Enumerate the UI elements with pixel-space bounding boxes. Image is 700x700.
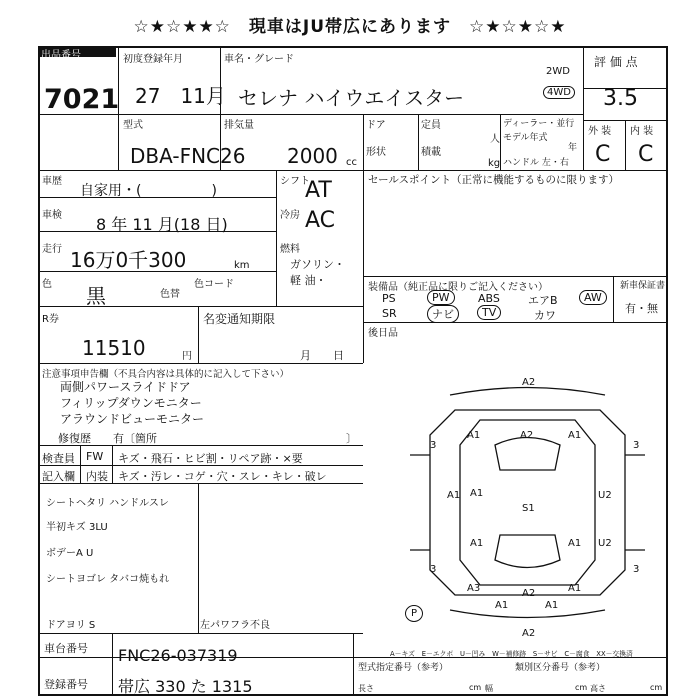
equip-ps: PS [382, 292, 396, 305]
category-label: 類別区分番号（参考） [515, 663, 606, 673]
mark-a2-trunk: A2 [522, 588, 536, 599]
fw-label: FW [86, 450, 104, 463]
ext-label: 外 装 [588, 126, 612, 137]
equipment-label: 装備品（純正品に限りご記入ください） [368, 282, 548, 293]
inspector-label: 検査員 [42, 452, 75, 465]
width-label: 幅 [485, 684, 493, 693]
warranty-value: 有・無 [625, 302, 658, 315]
lot-label: 出品番号 [41, 50, 81, 61]
mark-a1-4: A1 [470, 488, 484, 499]
name-change-unit: 月 日 [300, 349, 344, 362]
recycle-value: 11510 [82, 336, 146, 360]
disp-unit: cc [346, 157, 357, 168]
interior-legend: キズ・汚レ・コゲ・穴・スレ・キレ・破レ [118, 470, 327, 483]
mark-a1-6: A1 [568, 538, 582, 549]
mark-a1-9: A1 [545, 600, 559, 611]
rear-seat-label: 後日品 [368, 328, 398, 339]
banner: ☆★☆★★☆ 現車はJU帯広にあります ☆★☆★☆★ [133, 17, 567, 37]
remark-2: 半初キズ 3LU [46, 522, 108, 533]
mark-a2-top: A2 [522, 377, 536, 388]
warranty-label: 新車保証書 [620, 281, 666, 291]
drive-4wd: 4WD [543, 86, 575, 99]
mark-a2-bottom: A2 [522, 628, 536, 639]
color-code-label: 色コード [194, 279, 234, 290]
remark-1: シートヘタリ ハンドルスレ [46, 498, 169, 509]
score-label: 評 価 点 [594, 55, 638, 69]
equip-pw: PW [427, 290, 455, 305]
dealer-label: ディーラー・並行 [503, 119, 575, 129]
plate-value: 帯広 330 た 1315 [118, 677, 253, 696]
mark-3-2: 3 [633, 440, 640, 451]
color-label: 色 [42, 279, 52, 290]
notes-label: 注意事項申告欄（不具合内容は具体的に記入して下さい） [42, 369, 290, 380]
mark-a3: A3 [467, 583, 481, 594]
sales-points-label: セールスポイント（正常に機能するものに限ります） [368, 174, 620, 186]
model-year-unit: 年 [568, 143, 578, 153]
mileage-unit: km [234, 260, 250, 271]
ext-value: C [595, 142, 611, 167]
shape-label: 形状 [366, 147, 386, 158]
height-unit: cm [650, 683, 663, 692]
mark-a1-7: A1 [568, 583, 582, 594]
door-label: ドア [366, 120, 386, 131]
fuel-label: 燃料 [280, 244, 300, 255]
chassis-value: FNC26-037319 [118, 646, 238, 665]
mark-s1: S1 [522, 503, 535, 514]
mark-a1-2: A1 [568, 430, 582, 441]
lot-number: 7021 [44, 84, 120, 115]
height-label: 高さ [590, 684, 606, 693]
recycle-unit: 円 [182, 351, 192, 362]
mark-3-3: 3 [430, 564, 437, 575]
notes-line-2: フィリップダウンモニター [60, 396, 202, 410]
mark-a2-hood: A2 [520, 430, 534, 441]
equip-aw: AW [579, 290, 607, 305]
length-unit: cm [469, 683, 482, 692]
name-change-label: 名変通知期限 [203, 312, 276, 326]
mark-a1-3: A1 [447, 490, 461, 501]
equip-sr: SR [382, 307, 397, 320]
load-label: 積載 [421, 147, 441, 158]
length-label: 長さ [358, 684, 374, 693]
type-label: 型式 [123, 120, 143, 131]
model-year-label: モデル年式 [503, 133, 548, 143]
first-reg-value: 27 11月 [135, 84, 226, 108]
score-value: 3.5 [603, 86, 638, 111]
capacity-unit: 人 [490, 134, 500, 145]
equip-airbag: エアB [528, 294, 558, 307]
mark-a1-5: A1 [470, 538, 484, 549]
aircon-value: AC [305, 208, 336, 233]
mark-a1-8: A1 [495, 600, 509, 611]
aircon-label: 冷房 [280, 210, 300, 221]
int-value: C [638, 142, 654, 167]
first-reg-label: 初度登録年月 [123, 54, 183, 65]
interior-label: 内装 [86, 470, 108, 483]
inspection-label: 車検 [42, 210, 62, 221]
bottom-remark: 左パワフラ不良 [200, 620, 270, 631]
model-grade-label: 車名・グレード [224, 54, 294, 65]
mark-a1-1: A1 [467, 430, 481, 441]
diagram-legend: A－キズ E－エクボ U－凹み W－補修跡 S－サビ C－腐食 XX－交換済 [390, 650, 633, 658]
recycle-label: R券 [42, 314, 59, 325]
int-label: 内 装 [630, 126, 654, 137]
repair-bracket: 〕 [346, 432, 357, 445]
notes-line-1: 両側パワースライドドア [60, 380, 191, 394]
shift-label: シフト [280, 176, 310, 187]
load-unit: kg [488, 158, 501, 169]
inspection-value: 8 年 11 月(18 日) [96, 215, 228, 234]
plate-label: 登録番号 [44, 678, 88, 691]
disp-value: 2000 [287, 144, 338, 168]
mileage-value: 16万0千300 [70, 248, 187, 272]
remark-5: ドアヨリ S [46, 620, 96, 631]
color-value: 黒 [86, 284, 106, 308]
equip-navi: ナビ [427, 305, 459, 323]
width-unit: cm [575, 683, 588, 692]
mark-u2-1: U2 [598, 490, 612, 501]
mark-p: P [405, 605, 423, 622]
mileage-label: 走行 [42, 244, 62, 255]
handle-label: ハンドル 左・右 [503, 158, 569, 168]
drive-2wd: 2WD [546, 66, 570, 77]
fw-legend: キズ・飛石・ヒビ割・リペア跡・×要 [118, 452, 303, 465]
fuel-value: ガソリン・軽 油・ [290, 258, 345, 287]
remark-3: ボデーA U [46, 548, 94, 559]
equip-abs: ABS [478, 292, 500, 305]
type-value: DBA-FNC26 [130, 144, 246, 168]
equip-leather: カワ [534, 309, 556, 322]
designation-label: 型式指定番号（参考） [358, 663, 449, 673]
chassis-label: 車台番号 [44, 642, 88, 655]
history-label: 車歴 [42, 176, 62, 187]
mark-3-1: 3 [430, 440, 437, 451]
model-grade-value: セレナ ハイウエイスター [238, 86, 465, 110]
notes-line-3: アラウンドビューモニター [60, 412, 205, 426]
entry-label: 記入欄 [42, 470, 75, 483]
shift-value: AT [305, 178, 332, 203]
mark-3-4: 3 [633, 564, 640, 575]
repair-label: 修復歴 有〔箇所 [58, 432, 157, 445]
repaint-label: 色替 [160, 289, 180, 300]
mark-u2-2: U2 [598, 538, 612, 549]
history-value: 自家用・( ) [80, 183, 217, 199]
remark-4: シートヨゴレ タバコ焼もれ [46, 574, 170, 585]
equip-tv: TV [477, 305, 501, 320]
disp-label: 排気量 [224, 120, 254, 131]
capacity-label: 定員 [421, 120, 441, 131]
